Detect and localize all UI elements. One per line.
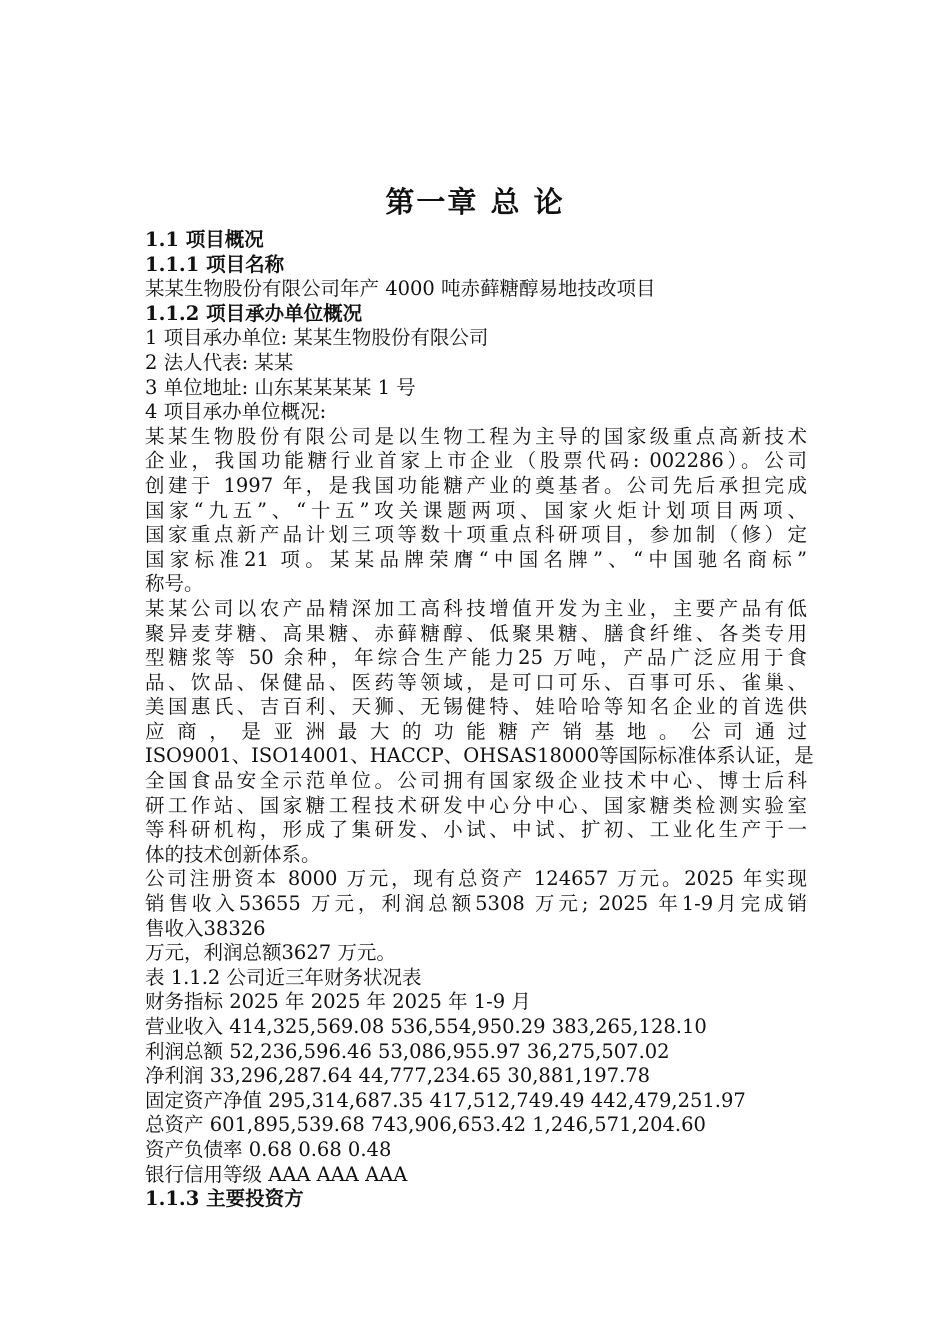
paragraph-line: 全国食品安全示范单位。公司拥有国家级企业技术中心、博士后科: [145, 769, 807, 793]
table-row: 净利润 33,296,287.64 44,777,234.65 30,881,197.78: [145, 1064, 651, 1088]
products-paragraph: [145, 596, 814, 868]
paragraph-line: 销售收入53655 万元，利润总额5308 万元; 2025 年1-9月完成销: [145, 892, 807, 916]
paragraph-line: ISO9001、ISO14001、HACCP、OHSAS18000等国际标准体系认证，是: [145, 744, 814, 768]
table-row: 营业收入 414,325,569.08 536,554,950.29 383,265,128.10: [145, 1015, 707, 1038]
paragraph-line: 品、饮品、保健品、医药等领域，是可口可乐、百事可乐、雀巢、: [145, 670, 807, 694]
section-heading-1-1: 1.1 项目概况: [145, 228, 264, 251]
table-caption: 表 1.1.2 公司近三年财务状况表: [145, 965, 422, 989]
table-row: 财务指标 2025 年 2025 年 2025 年 1-9 月: [145, 990, 531, 1014]
paragraph-line: 国家“九五”、“十五”攻关课题两项、国家火炬计划项目两项、: [145, 498, 807, 522]
table-row: 资产负债率 0.68 0.68 0.48: [145, 1137, 392, 1161]
paragraph-line: 万元，利润总额3627 万元。: [145, 941, 396, 965]
paragraph-line: 型糖浆等 50 余种，年综合生产能力25 万吨，产品广泛应用于食: [145, 646, 807, 670]
list-item: 1 项目承办单位: 某某生物股份有限公司: [145, 326, 489, 350]
paragraph-line: 某某生物股份有限公司是以生物工程为主导的国家级重点高新技术: [145, 424, 807, 448]
document-body: [145, 228, 814, 1212]
paragraph-line: 国家标准21 项。某某品牌荣膺“中国名牌”、“中国驰名商标”: [145, 547, 807, 571]
paragraph-line: 美国惠氏、吉百利、天狮、无锡健特、娃哈哈等知名企业的首选供: [145, 695, 807, 719]
section-heading-1-1-2: 1.1.2 项目承办单位概况: [145, 301, 363, 325]
list-item: 2 法人代表: 某某: [145, 350, 294, 374]
paragraph-line: 应 商 ， 是 亚 洲 最 大 的 功 能 糖 产 销 基 地 。 公 司 通 过: [145, 719, 807, 743]
table-row: 利润总额 52,236,596.46 53,086,955.97 36,275,507.02: [145, 1039, 670, 1063]
section-heading-1-1-3: 1.1.3 主要投资方: [145, 1187, 304, 1211]
paragraph-line: 公司注册资本 8000 万元，现有总资产 124657 万元。2025 年实现: [145, 867, 807, 891]
paragraph-line: 某某公司以农产品精深加工高科技增值开发为主业，主要产品有低: [145, 596, 807, 620]
paragraph-line: 研工作站、国家糖工程技术研发中心分中心、国家糖类检测实验室: [145, 793, 807, 817]
finance-summary-paragraph: [145, 867, 807, 965]
paragraph-line: 售收入38326: [145, 916, 266, 940]
paragraph-line: 等科研机构，形成了集研发、小试、中试、扩初、工业化生产于一: [145, 818, 807, 842]
list-item: 4 项目承办单位概况:: [145, 400, 327, 424]
paragraph-line: 称号。: [145, 572, 204, 596]
project-name: 某某生物股份有限公司年产 4000 吨赤藓糖醇易地技改项目: [145, 277, 656, 301]
paragraph-line: 聚异麦芽糖、高果糖、赤藓糖醇、低聚果糖、膳食纤维、各类专用: [145, 621, 807, 645]
paragraph-line: 创建于 1997 年，是我国功能糖产业的奠基者。公司先后承担完成: [145, 473, 807, 497]
table-row: 总资产 601,895,539.68 743,906,653.42 1,246,571,204.60: [145, 1113, 706, 1137]
table-row: 银行信用等级 AAA AAA AAA: [145, 1162, 408, 1186]
company-overview-paragraph: [145, 425, 807, 597]
chapter-title: 第一章 总 论: [385, 185, 565, 219]
table-row: 固定资产净值 295,314,687.35 417,512,749.49 442,479,251.97: [145, 1088, 746, 1112]
paragraph-line: 企业，我国功能糖行业首家上市企业（股票代码: 002286）。公司: [145, 449, 807, 473]
paragraph-line: 国家重点新产品计划三项等数十项重点科研项目，参加制（修）定: [145, 523, 807, 547]
list-item: 3 单位地址: 山东某某某某 1 号: [145, 375, 416, 399]
paragraph-line: 体的技术创新体系。: [145, 842, 321, 866]
section-heading-1-1-1: 1.1.1 项目名称: [145, 252, 285, 276]
